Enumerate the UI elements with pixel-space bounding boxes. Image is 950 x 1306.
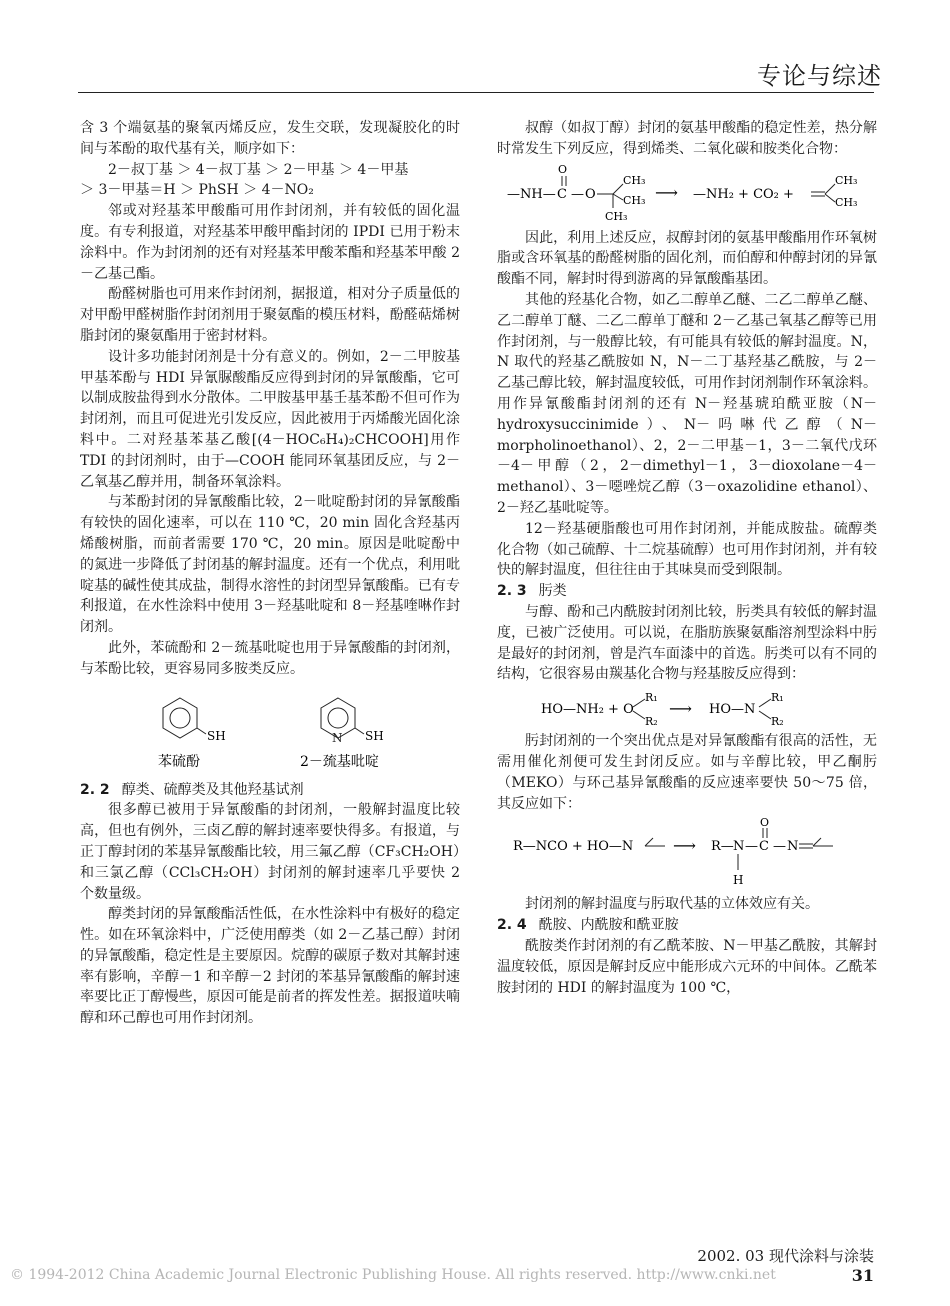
eq-text: C <box>759 839 769 855</box>
paragraph: 酰胺类作封闭剂的有乙酰苯胺、N－甲基乙酰胺，其解封温度较低，原因是解封反应中能形成六元环的中间体。乙酰苯胺封闭的 HDI 的解封温度为 100 ℃， <box>497 937 877 996</box>
order-line-1: 2－叔丁基 ＞ 4－叔丁基 ＞ 2－甲基 ＞ 4－甲基 <box>108 161 409 178</box>
eq-text: R₁ <box>645 691 658 705</box>
paragraph: 醇类封闭的异氰酸酯活性低，在水性涂料中有极好的稳定性。如在环氧涂料中，广泛使用醇类（如 2－乙基己醇）封闭的异氰酸酯，稳定性是主要原因。烷醇的碳原子数对其解封速率有影响，辛醇－1 和辛醇－2 封闭的苯基异氰酸酯的解封速率要比正丁醇慢些，原因可能是前者的挥发性差。据报道呋喃醇和环己醇也可用作封闭剂。 <box>80 906 460 1027</box>
paragraph: 酚醛树脂也可用来作封闭剂，据报道，相对分子质量低的对甲酚甲醛树脂作封闭剂用于聚氨酯的模压材料，酚醛萜烯树脂封闭的聚氨酯用于密封材料。 <box>80 286 460 344</box>
eq-text: CH₃ <box>835 173 858 187</box>
eq-text: CH₃ <box>835 195 858 209</box>
thiol-structures-figure <box>80 682 460 778</box>
eq-text: CH₃ <box>623 173 646 187</box>
figure-caption: 2－巯基吡啶 <box>300 753 379 770</box>
paragraph: 与醇、酚和己内酰胺封闭剂比较，肟类具有较低的解封温度，已被广泛使用。可以说，在脂肪族聚氨酯溶剂型涂料中肟是最好的封闭剂，曾是汽车面漆中的首选。肟类可以有不同的结构，它很容易由羰基化合物与羟基胺反应得到： <box>497 603 877 683</box>
section-number: 2. 2 <box>80 781 110 798</box>
mercaptopyridine-structure <box>321 698 384 745</box>
paragraph: 与苯酚封闭的异氰酸酯比较，2－吡啶酚封闭的异氰酸酯有较快的固化速率，可以在 110 ℃，20 min 固化含羟基丙烯酸树脂，而前者需要 170 ℃，20 min。原因是吡啶酚中的氮进一步降低了封闭基的解封温度。还有一个优点，利用吡啶基的碱性使其成盐，制得水溶性的封闭型异氰酸酯。已有专利报道，在水性涂料中使用 3－羟基吡啶和 8－羟基喹啉作封闭剂。 <box>80 494 460 636</box>
section-heading <box>80 780 460 801</box>
page-number: 31 <box>851 1266 874 1285</box>
copyright-watermark: © 1994-2012 China Academic Journal Electronic Publishing House. All rights reserved. http://www.cnki.net <box>10 1267 776 1283</box>
eq-text: —NH₂ + CO₂ + <box>693 186 794 202</box>
paragraph: 很多醇已被用于异氰酸酯的封闭剂，一般解封温度比较高，但也有例外，三卤乙醇的解封速率要快得多。有报道，与正丁醇封闭的苯基异氰酸酯比较，用三氟乙醇（CF₃CH₂OH）和三氯乙醇（CCl₃CH₂OH）封闭剂的解封速率几乎要快 2 个数量级。 <box>80 802 460 902</box>
eq-arrow: ⟶ <box>655 182 678 202</box>
paragraph: 封闭剂的解封温度与肟取代基的立体效应有关。 <box>525 896 819 913</box>
equation-2 <box>497 687 877 729</box>
figure-caption: 苯硫酚 <box>158 753 200 770</box>
svg-text:—: — <box>745 839 758 855</box>
sh-label: SH <box>207 728 226 743</box>
eq-text: HO—NH₂ + O <box>541 702 634 718</box>
paragraph: 含 3 个端氨基的聚氧丙烯反应，发生交联，发现凝胶化的时间与苯酚的取代基有关，顺序如下： <box>80 120 460 157</box>
header-rule <box>78 92 874 93</box>
eq-text: R— <box>711 839 734 855</box>
section-number: 2. 3 <box>497 583 527 600</box>
paragraph: 叔醇（如叔丁醇）封闭的氨基甲酸酯的稳定性差，热分解时常发生下列反应，得到烯类、二氧化碳和胺类化合物： <box>497 120 877 157</box>
section-title: 专论与综述 <box>757 62 882 90</box>
section-heading <box>497 581 877 602</box>
thiophenol-structure <box>163 698 226 743</box>
eq-text: O <box>558 162 568 176</box>
paragraph: 肟封闭剂的一个突出优点是对异氰酸酯有很高的活性，无需用催化剂便可发生封闭反应。如与辛醇比较，甲乙酮肟（MEKO）与环己基异氰酸酯的反应速率要快 50～75 倍，其反应如下： <box>497 733 877 812</box>
n-label: N <box>332 730 343 745</box>
order-line-2: ＞ 3－甲基＝H ＞ PhSH ＞ 4－NO₂ <box>80 182 314 199</box>
paragraph: 12－羟基硬脂酸也可用作封闭剂，并能成胺盐。硫醇类化合物（如己硫醇、十二烷基硫醇）也可用作封闭剂，并有较快的解封温度，但往往由于其味臭而受到限制。 <box>497 520 877 579</box>
eq-text: CH₃ <box>623 193 646 207</box>
left-column <box>80 118 460 1029</box>
section-heading-text: 肟类 <box>538 583 567 600</box>
section-heading <box>497 915 877 936</box>
paragraph: 因此，利用上述反应，叔醇封闭的氨基甲酸酯用作环氧树脂或含环氧基的酚醛树脂的固化剂，而伯醇和仲醇封闭的异氰酸酯不同，解封时得到游离的异氰酸酯基团。 <box>497 229 877 288</box>
svg-text:—: — <box>571 186 584 202</box>
eq-text: —NH— <box>507 186 556 202</box>
eq-text: R—NCO + HO—N <box>513 839 634 855</box>
eq-text: N <box>787 839 799 855</box>
equation-1 <box>497 162 877 226</box>
svg-text:—: — <box>773 839 786 855</box>
eq-arrow: ⟶ <box>669 699 692 719</box>
paragraph: 设计多功能封闭剂是十分有意义的。例如，2－二甲胺基甲基苯酚与 HDI 异氰脲酸酯反应得到封闭的异氰酸酯，它可以制成胺盐得到水分散体。二甲胺基甲基壬基苯酚不但可作为封闭剂，而且可促进光引发反应，因此被用于丙烯酸光固化涂料中。二对羟基苯基乙酸[(4－HOC₆H₄)₂CHCOOH]用作 TDI 的封闭剂时，由于—COOH 能同环氧基团反应，与 2－乙氧基乙醇并用，制备环氧涂料。 <box>80 348 460 490</box>
section-number: 2. 4 <box>497 917 527 934</box>
paragraph: 此外，苯硫酚和 2－巯基吡啶也用于异氰酸酯的封闭剂，与苯酚比较，更容易同多胺类反应。 <box>80 639 460 677</box>
eq-text: O <box>760 816 770 830</box>
eq-text: H <box>733 873 744 888</box>
sh-label: SH <box>365 728 384 743</box>
eq-text: R₂ <box>645 715 658 729</box>
eq-text: O <box>585 186 596 202</box>
paragraph: 邻或对羟基苯甲酸酯可用作封闭剂，并有较低的固化温度。有专利报道，对羟基苯甲酸甲酯封闭的 IPDI 已用于粉末涂料中。作为封闭剂的还有对羟基苯甲酸苯酯和羟基苯甲酸 2－乙基己酯。 <box>80 203 460 282</box>
journal-footer: 2002. 03 现代涂料与涂装 <box>697 1247 874 1265</box>
equation-3 <box>497 816 877 892</box>
eq-text: CH₃ <box>605 209 628 223</box>
paragraph: 其他的羟基化合物，如乙二醇单乙醚、二乙二醇单乙醚、乙二醇单丁醚、二乙二醇单丁醚和 2－乙基己氧基乙醇等已用作封闭剂，与一般醇比较，有可能具有较低的解封温度。N，N 取代的羟基乙酰胺如 N，N－二丁基羟基乙酰胺，与 2－乙基己醇比较，解封温度较低，可用作封闭剂制作环氧涂料。用作异氰酸酯封闭剂的还有 N－羟基琥珀酰亚胺（N－hydroxysuccinimide）、N－吗啉代乙醇（N－morpholinoethanol）、2，2－二甲基－1，3－二氧代戊环－4－甲醇（2，2－dimethyl－1，3－dioxolane－4－methanol）、3－噁唑烷乙醇（3－oxazolidine ethanol）、2－羟乙基吡啶等。 <box>497 291 877 516</box>
right-column <box>497 118 877 998</box>
eq-text: R₁ <box>771 691 784 705</box>
section-heading-text: 醇类、硫醇类及其他羟基试剂 <box>121 781 304 798</box>
eq-text: C <box>557 186 567 202</box>
eq-text: HO—N <box>709 702 756 718</box>
eq-arrow: ⟶ <box>673 836 696 856</box>
section-heading-text: 酰胺、内酰胺和酰亚胺 <box>538 917 679 934</box>
eq-text: R₂ <box>771 715 784 729</box>
eq-text: N <box>733 839 745 855</box>
